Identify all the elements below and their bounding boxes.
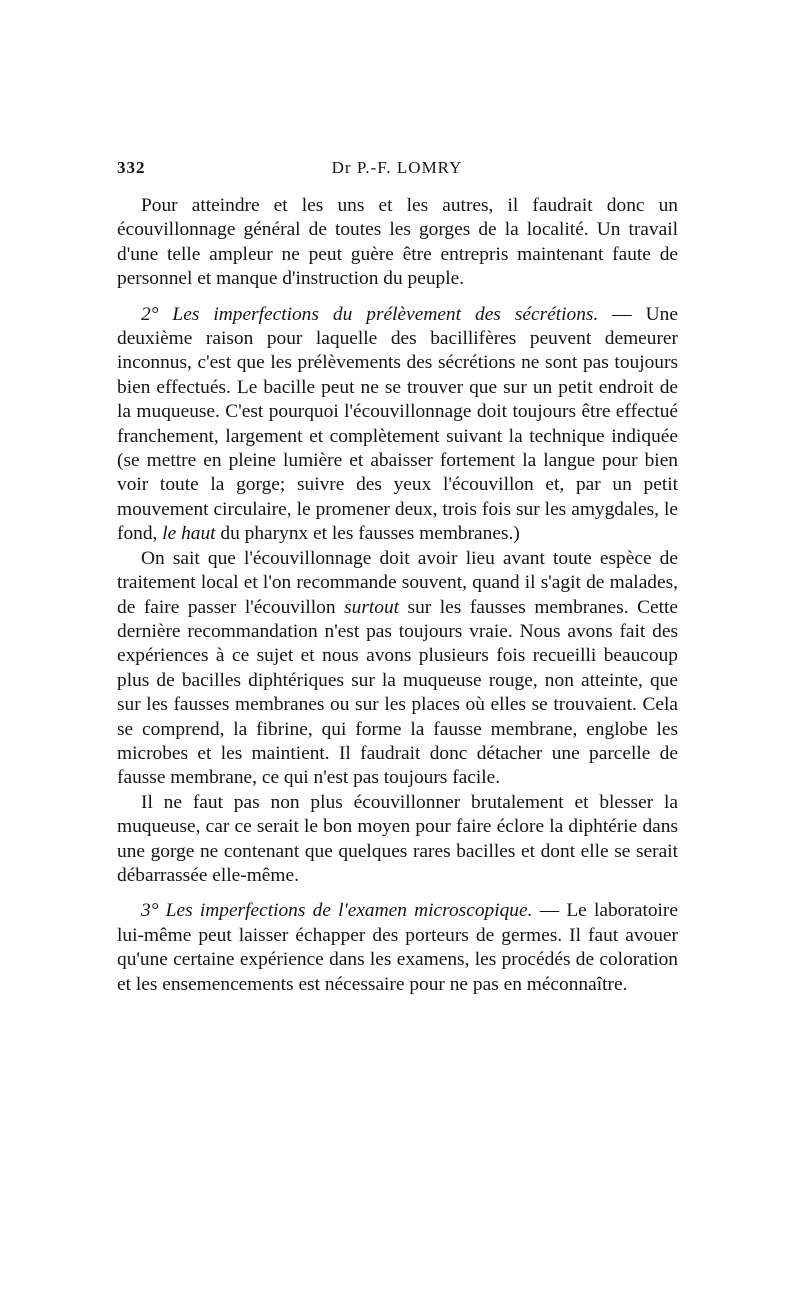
paragraph-3-end: sur les fausses membranes. Cette dernière recommandation n'est pas toujours vraie. Nous avons fait des expériences à ce sujet et nous avons plusieurs fois recueilli beaucoup plus de bacilles diphtériques sur la muqueuse rouge, non atteinte, que sur les fausses membranes ou sur les places où elles se trouvaient. Cela se comprend, la fibrine, qui forme la fausse membrane, englobe les microbes et les maintient. Il faudrait donc détacher une parcelle de fausse membrane, ce qui n'est pas toujours facile. <box>117 596 678 789</box>
running-title: Dr P.-F. LOMRY <box>331 158 463 177</box>
paragraph-4: Il ne faut pas non plus écouvillonner brutalement et blesser la muqueuse, car ce serait le bon moyen pour faire éclore la diphtérie dans une gorge ne contenant que quelques rares bacilles et dont elle se serait débarrassée elle-même. <box>117 791 678 886</box>
paragraph-2-text: — Une deuxième raison pour laquelle des bacillifères peuvent demeurer inconnus, c'est que les prélèvements des sécrétions ne sont pas toujours bien effectués. Le bacille peut ne se trouver que sur un petit endroit de la muqueuse. C'est pourquoi l'écouvillonnage doit toujours être effectué franchement, largement et complètement suivant la technique indiquée (se mettre en pleine lumière et abaisser fortement la langue pour bien voir toute la gorge; suivre des yeux l'écouvillon et, par un petit mouvement circulaire, le promener deux, trois fois sur les amygdales, le fond, <box>117 303 678 545</box>
paragraph-3-italic: surtout <box>344 596 400 618</box>
paragraph-1: Pour atteindre et les uns et les autres, il faudrait donc un écouvillonnage général de toutes les gorges de la localité. Un travail d'une telle ampleur ne peut guère être entrepris maintenant faute de personnel et manque d'instruction du peuple. <box>117 195 678 290</box>
paragraph-3 <box>117 547 678 791</box>
paragraph-2 <box>117 303 678 547</box>
paragraph-5-text: — Le laboratoire lui-même peut laisser échapper des porteurs de germes. Il faut avouer qu'une certaine expérience dans les examens, les procédés de coloration et les ensemencements est nécessaire pour ne pas en méconnaître. <box>117 900 678 995</box>
paragraph-2-end: du pharynx et les fausses membranes.) <box>215 523 520 545</box>
section-heading-3: 3° Les imperfections de l'examen microscopique. <box>141 900 533 922</box>
section-heading-2: 2° Les imperfections du prélèvement des sécrétions. <box>141 303 599 325</box>
paragraph-5 <box>117 899 678 997</box>
paragraph-2-italic: le haut <box>162 523 216 545</box>
body-text <box>117 194 678 997</box>
page-header <box>117 158 677 184</box>
paragraph-3-start: On sait que l'écouvillonnage doit avoir lieu avant toute espèce de traitement local et l'on recommande souvent, quand il s'agit de malades, de faire passer l'écouvillon <box>117 547 678 618</box>
page-number: 332 <box>117 158 146 177</box>
